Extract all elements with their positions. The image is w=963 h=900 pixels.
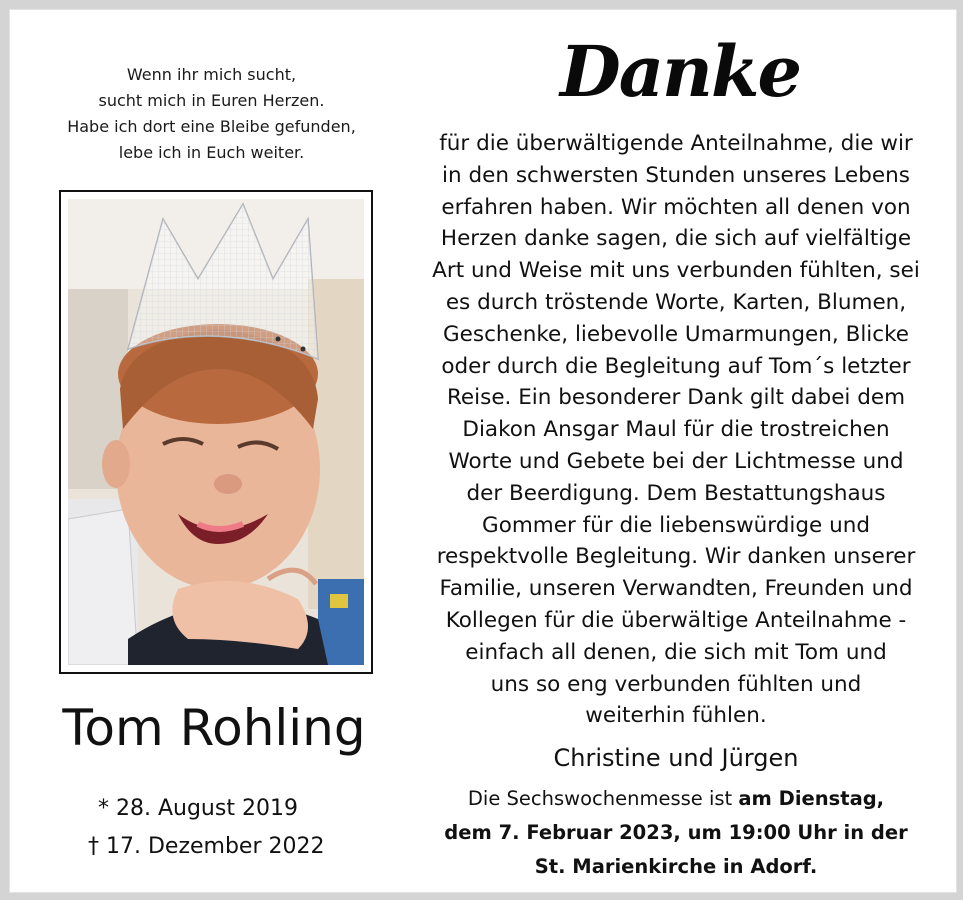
deceased-name: Tom Rohling [62,699,366,757]
notice-line-1 [408,782,944,816]
notice-bold: am Dienstag, [738,787,885,810]
text-line: Familie, unseren Verwandten, Freunden und [439,576,913,602]
notice-date: dem 7. Februar 2023, um 19:00 Uhr in der [444,821,908,844]
thanks-heading: Danke [560,30,800,113]
poem-line: sucht mich in Euren Herzen. [98,91,325,110]
photo-illustration [68,199,364,665]
text-line: erfahren haben. Wir möchten all denen von [441,194,911,220]
obituary-card [9,9,957,893]
text-line: Diakon Ansgar Maul für die trostreichen [462,417,890,443]
text-line: Gommer für die liebenswürdige und [482,512,870,538]
text-line: oder durch die Begleitung auf Tom´s letzter [441,353,911,379]
text-line: in den schwersten Stunden unseres Lebens [442,162,910,188]
poem-line: Habe ich dort eine Bleibe gefunden, [67,117,356,136]
child-portrait-photo [68,199,364,665]
mass-notice [408,782,944,884]
text-line: Art und Weise mit uns verbunden fühlten, sei [432,258,920,284]
text-line: Kollegen für die überwältige Anteilnahme - [445,607,907,633]
text-line: es durch tröstende Worte, Karten, Blumen, [445,289,907,315]
text-line: Reise. Ein besonderer Dank gilt dabei dem [446,385,906,411]
text-line: einfach all denen, die sich mit Tom und [465,639,887,665]
signature-names: Christine und Jürgen [553,744,799,772]
poem [34,62,389,166]
text-line: der Beerdigung. Dem Bestattungshaus [466,480,886,506]
thanks-text [408,128,944,732]
text-line: uns so eng verbunden fühlten und [490,671,862,697]
life-dates [88,790,378,866]
photo-frame [59,190,373,674]
text-line: Geschenke, liebevolle Umarmungen, Blicke [442,321,910,347]
text-line: für die überwältigende Anteilnahme, die wir [439,131,913,156]
notice-place: St. Marienkirche in Adorf. [534,855,818,878]
notice-plain: Die Sechswochenmesse ist [467,787,739,810]
birth-date: * 28. August 2019 [98,796,298,821]
text-line: weiterhin fühlen. [585,703,767,729]
notice-line-2 [408,816,944,850]
text-line: Worte und Gebete bei der Lichtmesse und [448,448,904,474]
text-line: Herzen danke sagen, die sich auf vielfältige [440,226,912,252]
poem-line: lebe ich in Euch weiter. [118,143,305,162]
text-line: respektvolle Begleitung. Wir danken unserer [436,544,916,570]
death-date: † 17. Dezember 2022 [88,834,325,859]
notice-line-3 [408,850,944,884]
poem-line: Wenn ihr mich sucht, [126,65,297,84]
